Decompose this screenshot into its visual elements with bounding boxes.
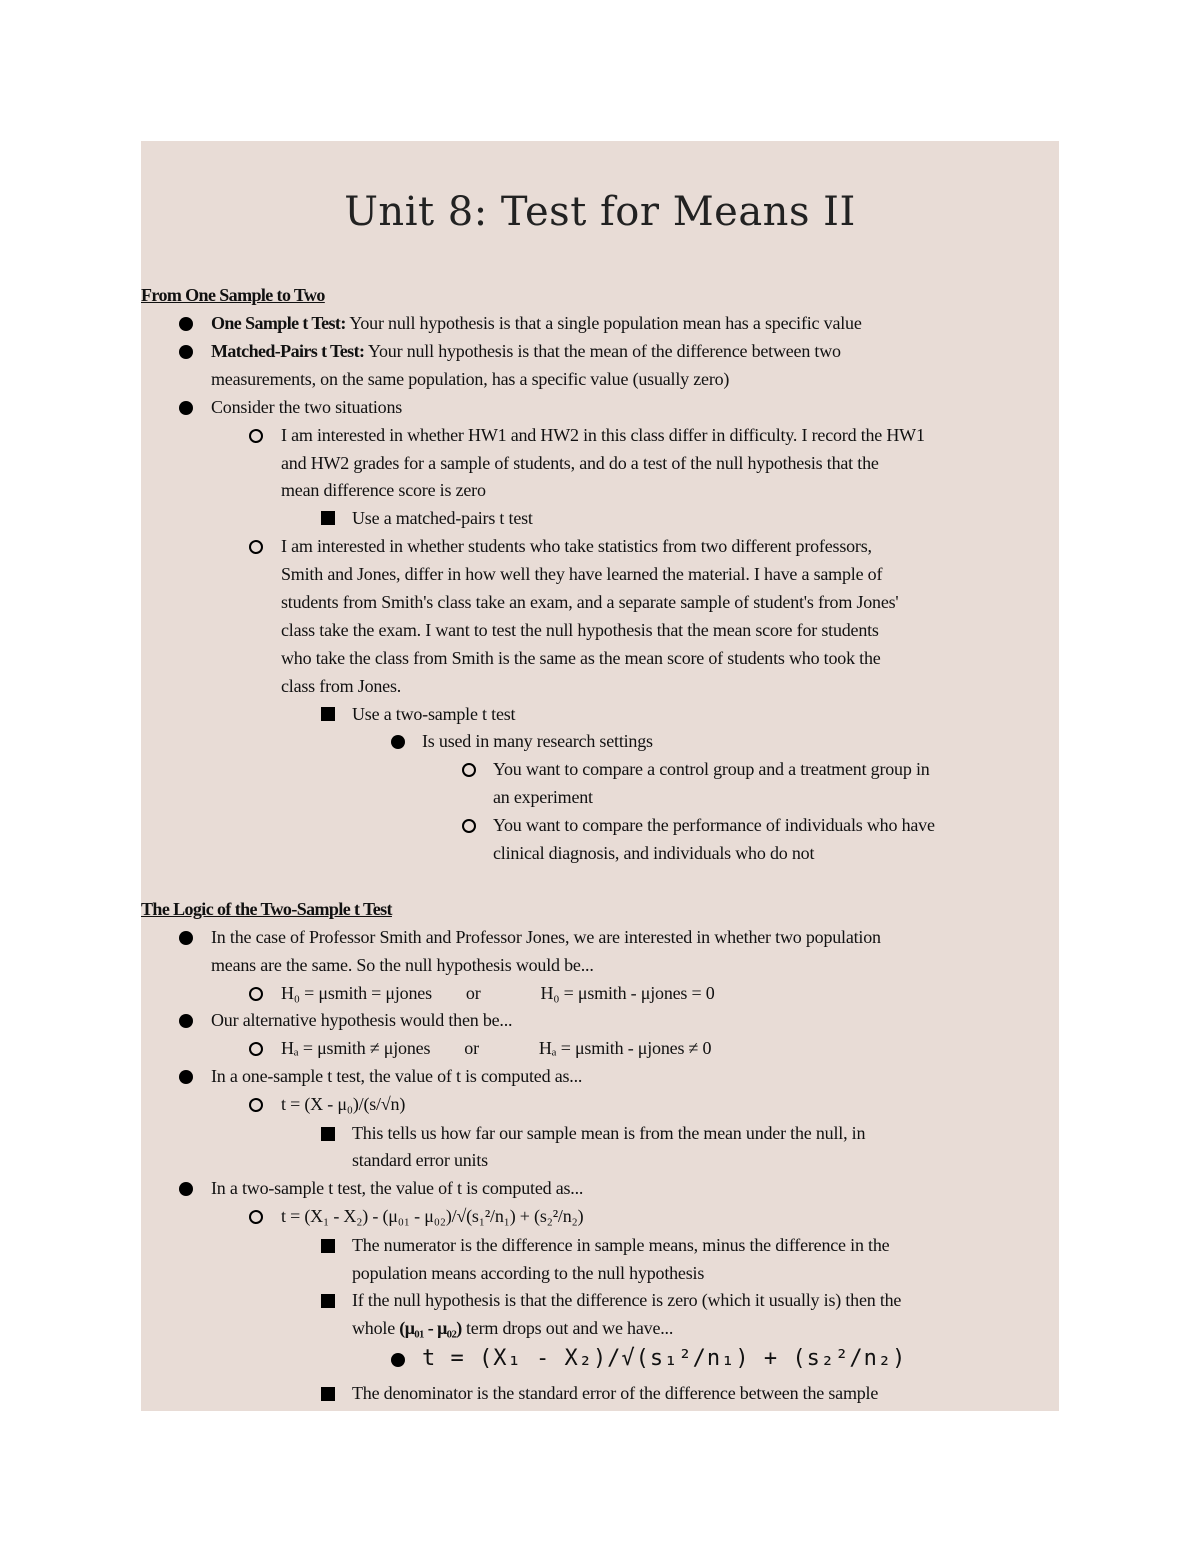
bullet-dot [179, 1182, 193, 1196]
simplified-formula: t = (X₁ - X₂)/√(s₁²/n₁) + (s₂²/n₂) [422, 1346, 907, 1371]
text-part: term drops out and we have... [461, 1318, 674, 1338]
list-item-continuation: measurements, on the same population, has a specific value (usually zero) [211, 369, 730, 389]
one-sample-explanation: This tells us how far our sample mean is from the mean under the null, in [352, 1123, 866, 1143]
situation-one-line: I am interested in whether HW1 and HW2 in this class differ in difficulty. I record the HW1 [281, 425, 925, 445]
formula-text: Hₐ = μsmith ≠ μjones [281, 1038, 431, 1058]
one-sample-explanation: standard error units [352, 1150, 488, 1170]
definition-text: Your null hypothesis is that a single population mean has a specific value [345, 313, 862, 333]
situation-two-line: class from Jones. [281, 676, 402, 696]
matched-pairs-conclusion: Use a matched-pairs t test [352, 508, 533, 528]
situation-two-line: Smith and Jones, differ in how well they have learned the material. I have a sample of [281, 564, 883, 584]
bullet-dot [179, 345, 193, 359]
bullet-circle [462, 819, 476, 833]
null-hypothesis-formula [281, 981, 715, 1005]
bullet-circle [249, 987, 263, 1001]
situation-two-line: who take the class from Smith is the same as the mean score of students who took the [281, 648, 881, 668]
text-part: whole [352, 1318, 400, 1338]
bullet-dot [391, 735, 405, 749]
page-title: Unit 8: Test for Means II [344, 189, 856, 235]
bullet-dot [179, 931, 193, 945]
bullet-square [321, 1127, 335, 1141]
situation-two-line: class take the exam. I want to test the null hypothesis that the mean score for students [281, 620, 879, 640]
formula-text: H₀ = μsmith - μjones = 0 [540, 983, 715, 1003]
example-clinical: clinical diagnosis, and individuals who do not [493, 843, 815, 863]
term-matched-pairs: Matched-Pairs t Test: [211, 341, 365, 361]
null-zero-explanation: If the null hypothesis is that the difference is zero (which it usually is) then the [352, 1290, 902, 1310]
situation-one-line: mean difference score is zero [281, 480, 486, 500]
list-item-consider: Consider the two situations [211, 397, 403, 417]
section-heading-one-to-two: From One Sample to Two [141, 285, 325, 305]
two-sample-conclusion: Use a two-sample t test [352, 704, 516, 724]
two-sample-intro: In a two-sample t test, the value of t is computed as... [211, 1178, 584, 1198]
situation-two-line: I am interested in whether students who take statistics from two different professors, [281, 536, 872, 556]
numerator-explanation: population means according to the null hypothesis [352, 1263, 705, 1283]
research-settings-item: Is used in many research settings [422, 731, 653, 751]
example-control-treatment: You want to compare a control group and a treatment group in [493, 759, 930, 779]
bullet-square [321, 511, 335, 525]
or-text: or [464, 1038, 479, 1058]
example-clinical: You want to compare the performance of individuals who have [493, 815, 935, 835]
bullet-circle [462, 763, 476, 777]
document-page [141, 141, 1059, 1411]
section-heading-logic: The Logic of the Two-Sample t Test [141, 899, 392, 919]
logic-item-line: means are the same. So the null hypothesis would be... [211, 955, 594, 975]
or-text: or [465, 983, 481, 1003]
bullet-square [321, 707, 335, 721]
one-sample-formula: t = (X - μ₀)/(s/√n) [281, 1094, 406, 1114]
one-sample-intro: In a one-sample t test, the value of t is computed as... [211, 1066, 583, 1086]
situation-one-line: and HW2 grades for a sample of students, and do a test of the null hypothesis that the [281, 453, 879, 473]
bullet-circle [249, 1042, 263, 1056]
null-zero-explanation [352, 1316, 673, 1340]
term-one-sample: One Sample t Test: [211, 313, 346, 333]
example-control-treatment: an experiment [493, 787, 593, 807]
bullet-square [321, 1387, 335, 1401]
list-item-matched-pairs [211, 339, 841, 363]
bullet-dot [179, 317, 193, 331]
formula-text: H₀ = μsmith = μjones [281, 983, 432, 1003]
bullet-circle [249, 540, 263, 554]
bold-term: (μ₀₁ - μ₀₂) [399, 1318, 462, 1338]
two-sample-formula: t = (X₁ - X₂) - (μ₀₁ - μ₀₂)/√(s₁²/n₁) + (s₂²/n₂) [281, 1206, 584, 1226]
alternative-intro: Our alternative hypothesis would then be... [211, 1010, 513, 1030]
bullet-circle [249, 1098, 263, 1112]
situation-two-line: students from Smith's class take an exam, and a separate sample of student's from Jones' [281, 592, 899, 612]
formula-text: Hₐ = μsmith - μjones ≠ 0 [538, 1038, 712, 1058]
bullet-square [321, 1294, 335, 1308]
numerator-explanation: The numerator is the difference in sample means, minus the difference in the [352, 1235, 890, 1255]
bullet-circle [249, 429, 263, 443]
bullet-dot [179, 1070, 193, 1084]
denominator-explanation: The denominator is the standard error of the difference between the sample [352, 1383, 879, 1403]
bullet-dot [391, 1353, 405, 1367]
logic-item-line: In the case of Professor Smith and Professor Jones, we are interested in whether two population [211, 927, 881, 947]
list-item-one-sample [211, 311, 862, 335]
bullet-square [321, 1239, 335, 1253]
bullet-circle [249, 1210, 263, 1224]
bullet-dot [179, 401, 193, 415]
bullet-dot [179, 1014, 193, 1028]
alternative-hypothesis-formula [281, 1036, 711, 1060]
definition-text: Your null hypothesis is that the mean of the difference between two [364, 341, 841, 361]
